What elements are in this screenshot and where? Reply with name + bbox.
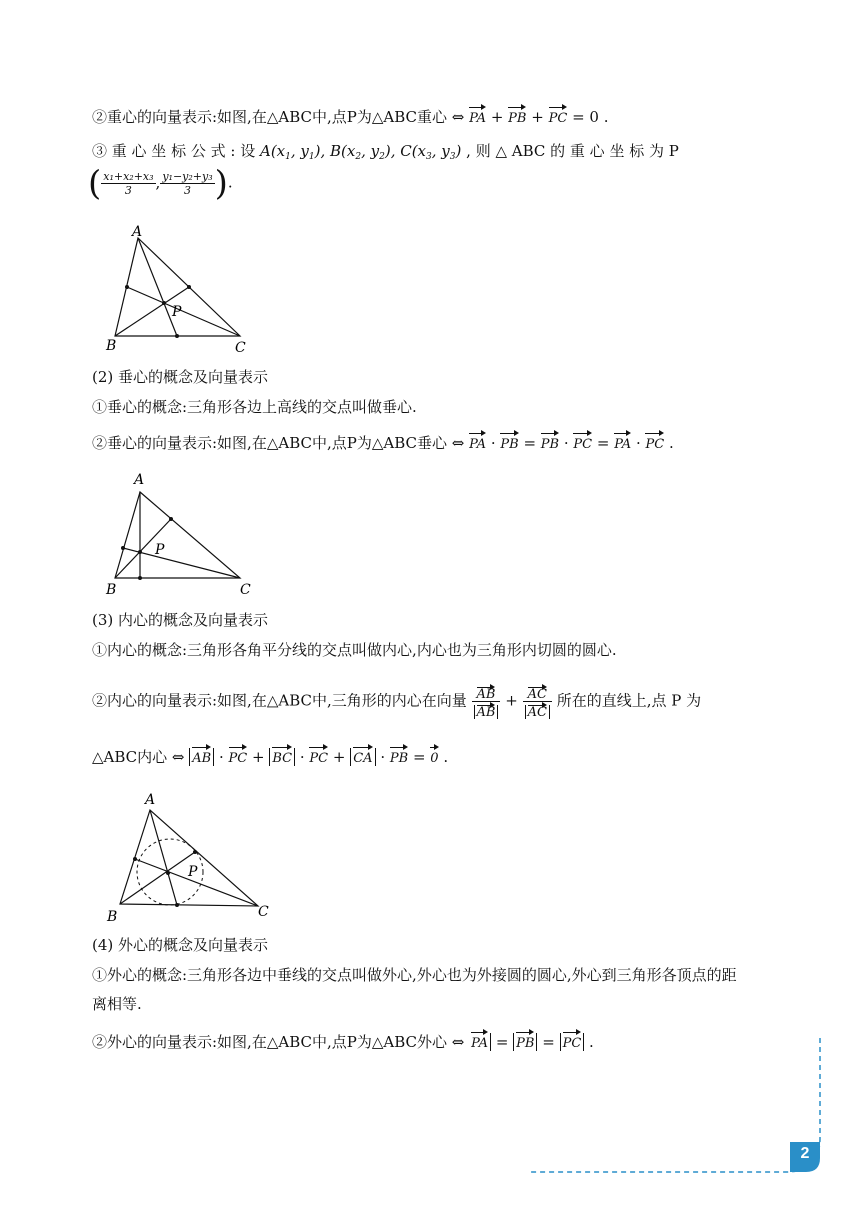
frac-x: $\frac{\text{x₁+x₂+x₃}}{3}$ <box>103 170 154 197</box>
centroid-vector-text: ②重心的向量表示:如图,在△ABC中,点P为△ABC重心 ⇔ <box>92 108 470 126</box>
frac-y: $\frac{\text{y₁−y₂+y₃}}{3}$ <box>162 170 213 197</box>
incenter-concept: ①内心的概念:三角形各角平分线的交点叫做内心,内心也为三角形内切圆的圆心. <box>92 641 617 659</box>
label-c: C <box>235 340 246 356</box>
vec-pc: PC <box>549 104 568 130</box>
label-p: P <box>188 864 198 880</box>
circumcenter-concept-2: 离相等. <box>92 995 142 1013</box>
coord-points: $A(x_1$, $y_1$), $B(x_2$, $y_2$), $C(x_3$, $y_3$) <box>259 142 462 162</box>
label-c: C <box>240 582 251 598</box>
label-b: B <box>106 338 117 354</box>
circumcenter-concept-1: ①外心的概念:三角形各边中垂线的交点叫做外心,外心也为外接圆的圆心,外心到三角形各顶点的距 <box>92 966 737 984</box>
circumcenter-vector-line: ②外心的向量表示:如图,在△ABC中,点P为△ABC外心 ⇔ PA = PB = PC . <box>92 1029 594 1055</box>
vec-pb: PB <box>508 104 526 130</box>
label-a: A <box>134 472 145 488</box>
page-corner-decoration <box>520 1030 840 1190</box>
incenter-vector-line: ②内心的向量表示:如图,在△ABC中,三角形的内心在向量 $\frac{AB}{AB}$ + $\frac{AC}{AC}$ 所在的直线上,点 P 为 <box>92 684 701 719</box>
orthocenter-concept: ①垂心的概念:三角形各边上高线的交点叫做垂心. <box>92 398 417 416</box>
circumcenter-heading: (4) 外心的概念及向量表示 <box>92 936 269 954</box>
label-p: P <box>172 304 182 320</box>
orthocenter-vector-line: ②垂心的向量表示:如图,在△ABC中,点P为△ABC垂心 ⇔ PA · PB = PB · PC = PA · PC . <box>92 430 674 456</box>
page-number: 2 <box>800 1145 810 1162</box>
centroid-coord-text: ③ 重 心 坐 标 公 式 : 设 <box>92 142 256 160</box>
incenter-heading: (3) 内心的概念及向量表示 <box>92 611 269 629</box>
orthocenter-heading: (2) 垂心的概念及向量表示 <box>92 368 269 386</box>
centroid-figure <box>100 222 260 357</box>
centroid-vector-line: ②重心的向量表示:如图,在△ABC中,点P为△ABC重心 ⇔ PA + PB + PC = 0 . <box>92 104 608 130</box>
centroid-coord-line <box>92 140 679 168</box>
incenter-vector-line2-start: △ABC内心 ⇔ <box>92 748 190 766</box>
incenter-vector-tail: 所在的直线上,点 P 为 <box>556 691 702 710</box>
unit-ac: $\frac{AC}{AC}$ <box>523 684 552 719</box>
vec-pa: PA <box>469 104 486 130</box>
label-c: C <box>258 904 269 920</box>
incenter-figure <box>100 788 280 926</box>
centroid-coord-formula: ( $\frac{\text{x₁+x₂+x₃}}{3}$ , $\frac{\text{y₁−y₂+y₃}}{3}$ ). <box>88 163 233 204</box>
label-b: B <box>106 582 117 598</box>
label-p: P <box>155 542 165 558</box>
incenter-vector-text: ②内心的向量表示:如图,在△ABC中,三角形的内心在向量 <box>92 691 467 710</box>
label-a: A <box>145 792 156 808</box>
orthocenter-figure <box>100 470 260 598</box>
label-b: B <box>107 909 118 925</box>
incenter-vector-line2: △ABC内心 ⇔ AB · PC + BC · PC + CA · PB = 0 . <box>92 744 448 770</box>
label-a: A <box>132 224 143 240</box>
centroid-vector-tail: = 0 . <box>572 108 609 126</box>
orthocenter-vector-text: ②垂心的向量表示:如图,在△ABC中,点P为△ABC垂心 ⇔ <box>92 434 470 452</box>
unit-ab: $\frac{AB}{AB}$ <box>472 684 501 719</box>
centroid-coord-tail: , 则 △ ABC 的 重 心 坐 标 为 P <box>466 142 679 160</box>
circumcenter-vector-text: ②外心的向量表示:如图,在△ABC中,点P为△ABC外心 ⇔ <box>92 1033 470 1051</box>
